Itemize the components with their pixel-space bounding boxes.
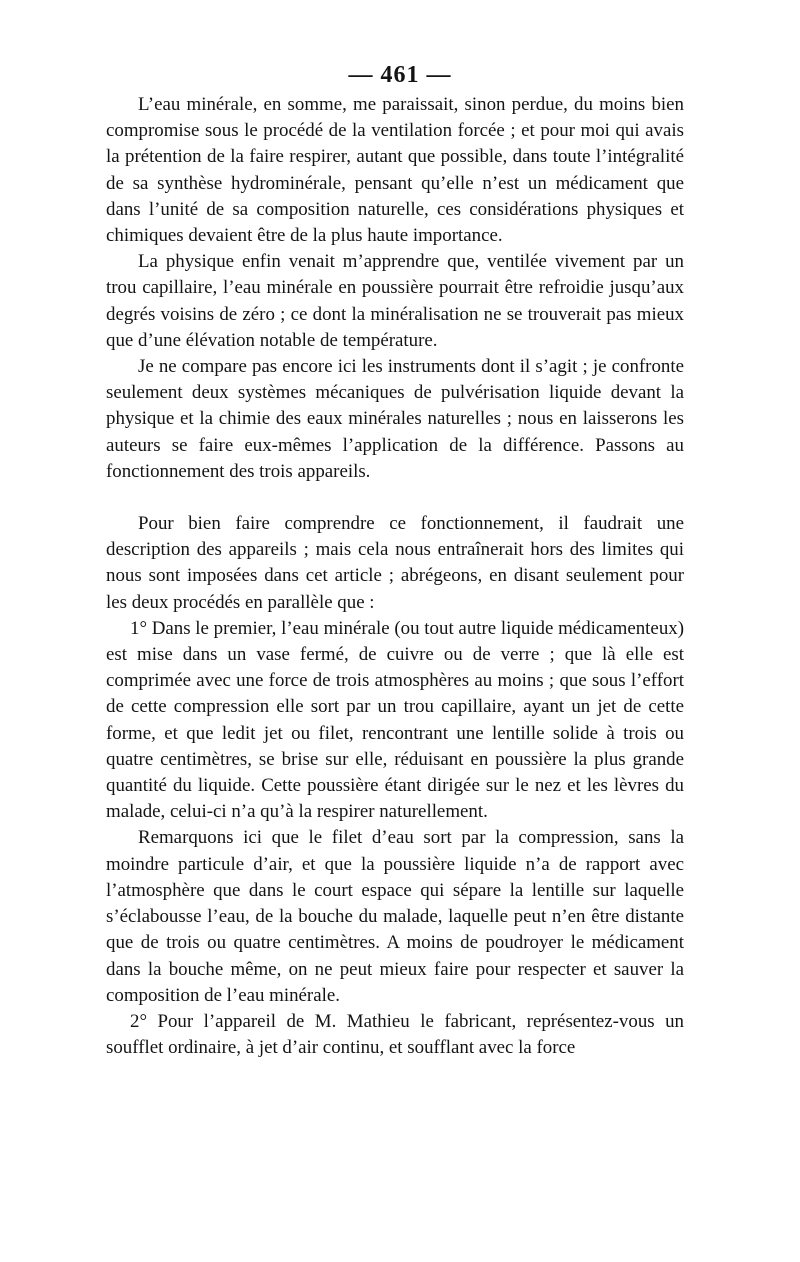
paragraph-5: 1° Dans le premier, l’eau minérale (ou tout autre liquide médicamenteux) est mise dans un vase fermé, de cuivre ou de verre ; que là elle est comprimée avec une force de trois atmosphères au moins ; que sous l’effort de cette compression elle sort par un trou capillaire, ayant un jet de cette forme, et que ledit jet ou filet, rencontrant une lentille solide à trois ou quatre centimètres, se brise sur elle, réduisant en poussière la plus grande quantité du liquide. Cette poussière étant dirigée sur le nez et les lèvres du malade, celui-ci n’a qu’à la respirer naturellement.: [106, 617, 684, 823]
paragraph-7: 2° Pour l’appareil de M. Mathieu le fabricant, représentez-vous un soufflet ordinaire, à jet d’air continu, et soufflant avec la force: [106, 1010, 684, 1059]
paragraph-4: Pour bien faire comprendre ce fonctionnement, il faudrait une description des appareils ; mais cela nous entraînerait hors des limites qui nous sont imposées dans cet article ; abrégeons, en disant seulement pour les deux procédés en parallèle que :: [106, 513, 684, 613]
paragraph-2: La physique enfin venait m’apprendre que, ventilée vivement par un trou capillaire, l’eau minérale en poussière pourrait être refroidie jusqu’aux degrés voisins de zéro ; ce dont la minéralisation ne se trouverait pas mieux que d’une élévation notable de température.: [106, 251, 684, 351]
page-number: — 461 —: [348, 62, 452, 88]
paragraph-6: Remarquons ici que le filet d’eau sort par la compression, sans la moindre particule d’air, et que la poussière liquide n’a de rapport avec l’atmosphère que dans le court espace qui sépare la lentille sur laquelle s’éclabousse l’eau, de la bouche du malade, laquelle peut n’en être distante que de trois ou quatre centimètres. A moins de poudroyer le médicament dans la bouche même, on ne peut mieux faire pour respecter et sauver la composition de l’eau minérale.: [106, 827, 684, 1006]
paragraph-1: L’eau minérale, en somme, me paraissait, sinon perdue, du moins bien compromise sous le procédé de la ventilation forcée ; et pour moi qui avais la prétention de la faire respirer, autant que possible, dans toute l’intégralité de sa synthèse hydrominérale, pensant qu’elle n’est un médicament que dans l’unité de sa composition naturelle, ces considérations physiques et chimiques devaient être de la plus haute importance.: [106, 94, 684, 247]
page-body: [106, 92, 684, 1061]
paragraph-3: Je ne compare pas encore ici les instruments dont il s’agit ; je confronte seulement deux systèmes mécaniques de pulvérisation liquide devant la physique et la chimie des eaux minérales naturelles ; nous en laisserons les auteurs se faire eux-mêmes l’application de la différence. Passons au fonctionnement des trois appareils.: [106, 356, 684, 482]
